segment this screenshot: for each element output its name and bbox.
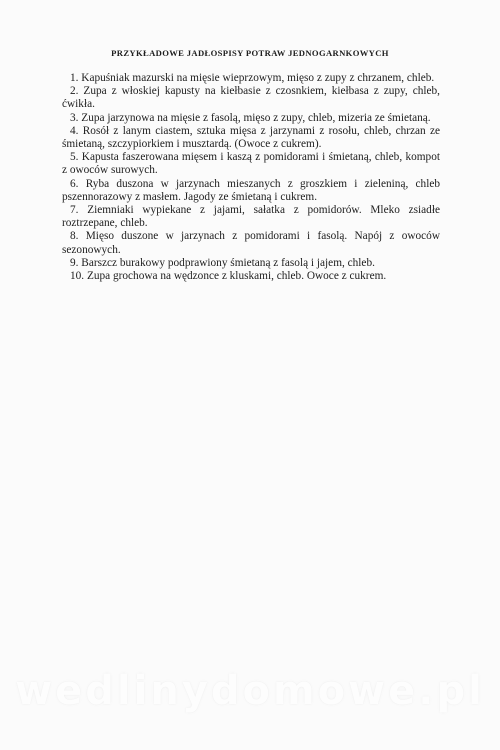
menu-item: 9. Barszcz burakowy podprawiony śmietaną z fasolą i jajem, chleb.: [70, 256, 375, 269]
menu-item: 1. Kapuśniak mazurski na mięsie wieprzowym, mięso z zupy z chrzanem, chleb.: [70, 72, 435, 84]
page-title: PRZYKŁADOWE JADŁOSPISY POTRAW JEDNOGARNKOWYCH: [111, 48, 389, 58]
menu-item: 2. Zupa z włoskiej kapusty na kiełbasie z czosnkiem, kiełbasa z zupy, chleb, ćwikła.: [62, 85, 440, 111]
menu-item: 4. Rosół z lanym ciastem, sztuka mięsa z jarzynami z rosołu, chleb, chrzan ze śmietaną, szczypiorkiem i musztardą. (Owoce z cukrem).: [62, 124, 440, 151]
menu-item: 5. Kapusta faszerowana mięsem i kaszą z pomidorami i śmietaną, chleb, kompot z owoców surowych.: [62, 151, 440, 177]
menu-list: [62, 72, 440, 283]
menu-item: 7. Ziemniaki wypiekane z jajami, sałatka z pomidorów. Mleko zsiadłe roztrzepane, chleb.: [62, 204, 440, 230]
watermark: wedlinydomowe.pl: [15, 668, 485, 714]
menu-item: 10. Zupa grochowa na wędzonce z kluskami, chleb. Owoce z cukrem.: [70, 270, 387, 283]
menu-item: 8. Mięso duszone w jarzynach z pomidorami i fasolą. Napój z owoców sezonowych.: [62, 230, 440, 256]
menu-item: 6. Ryba duszona w jarzynach mieszanych z groszkiem i zieleniną, chleb pszennorazowy z masłem. Jagody ze śmietaną i cukrem.: [62, 177, 440, 203]
menu-item: 3. Zupa jarzynowa na mięsie z fasolą, mięso z zupy, chleb, mizeria ze śmietaną.: [70, 111, 431, 124]
